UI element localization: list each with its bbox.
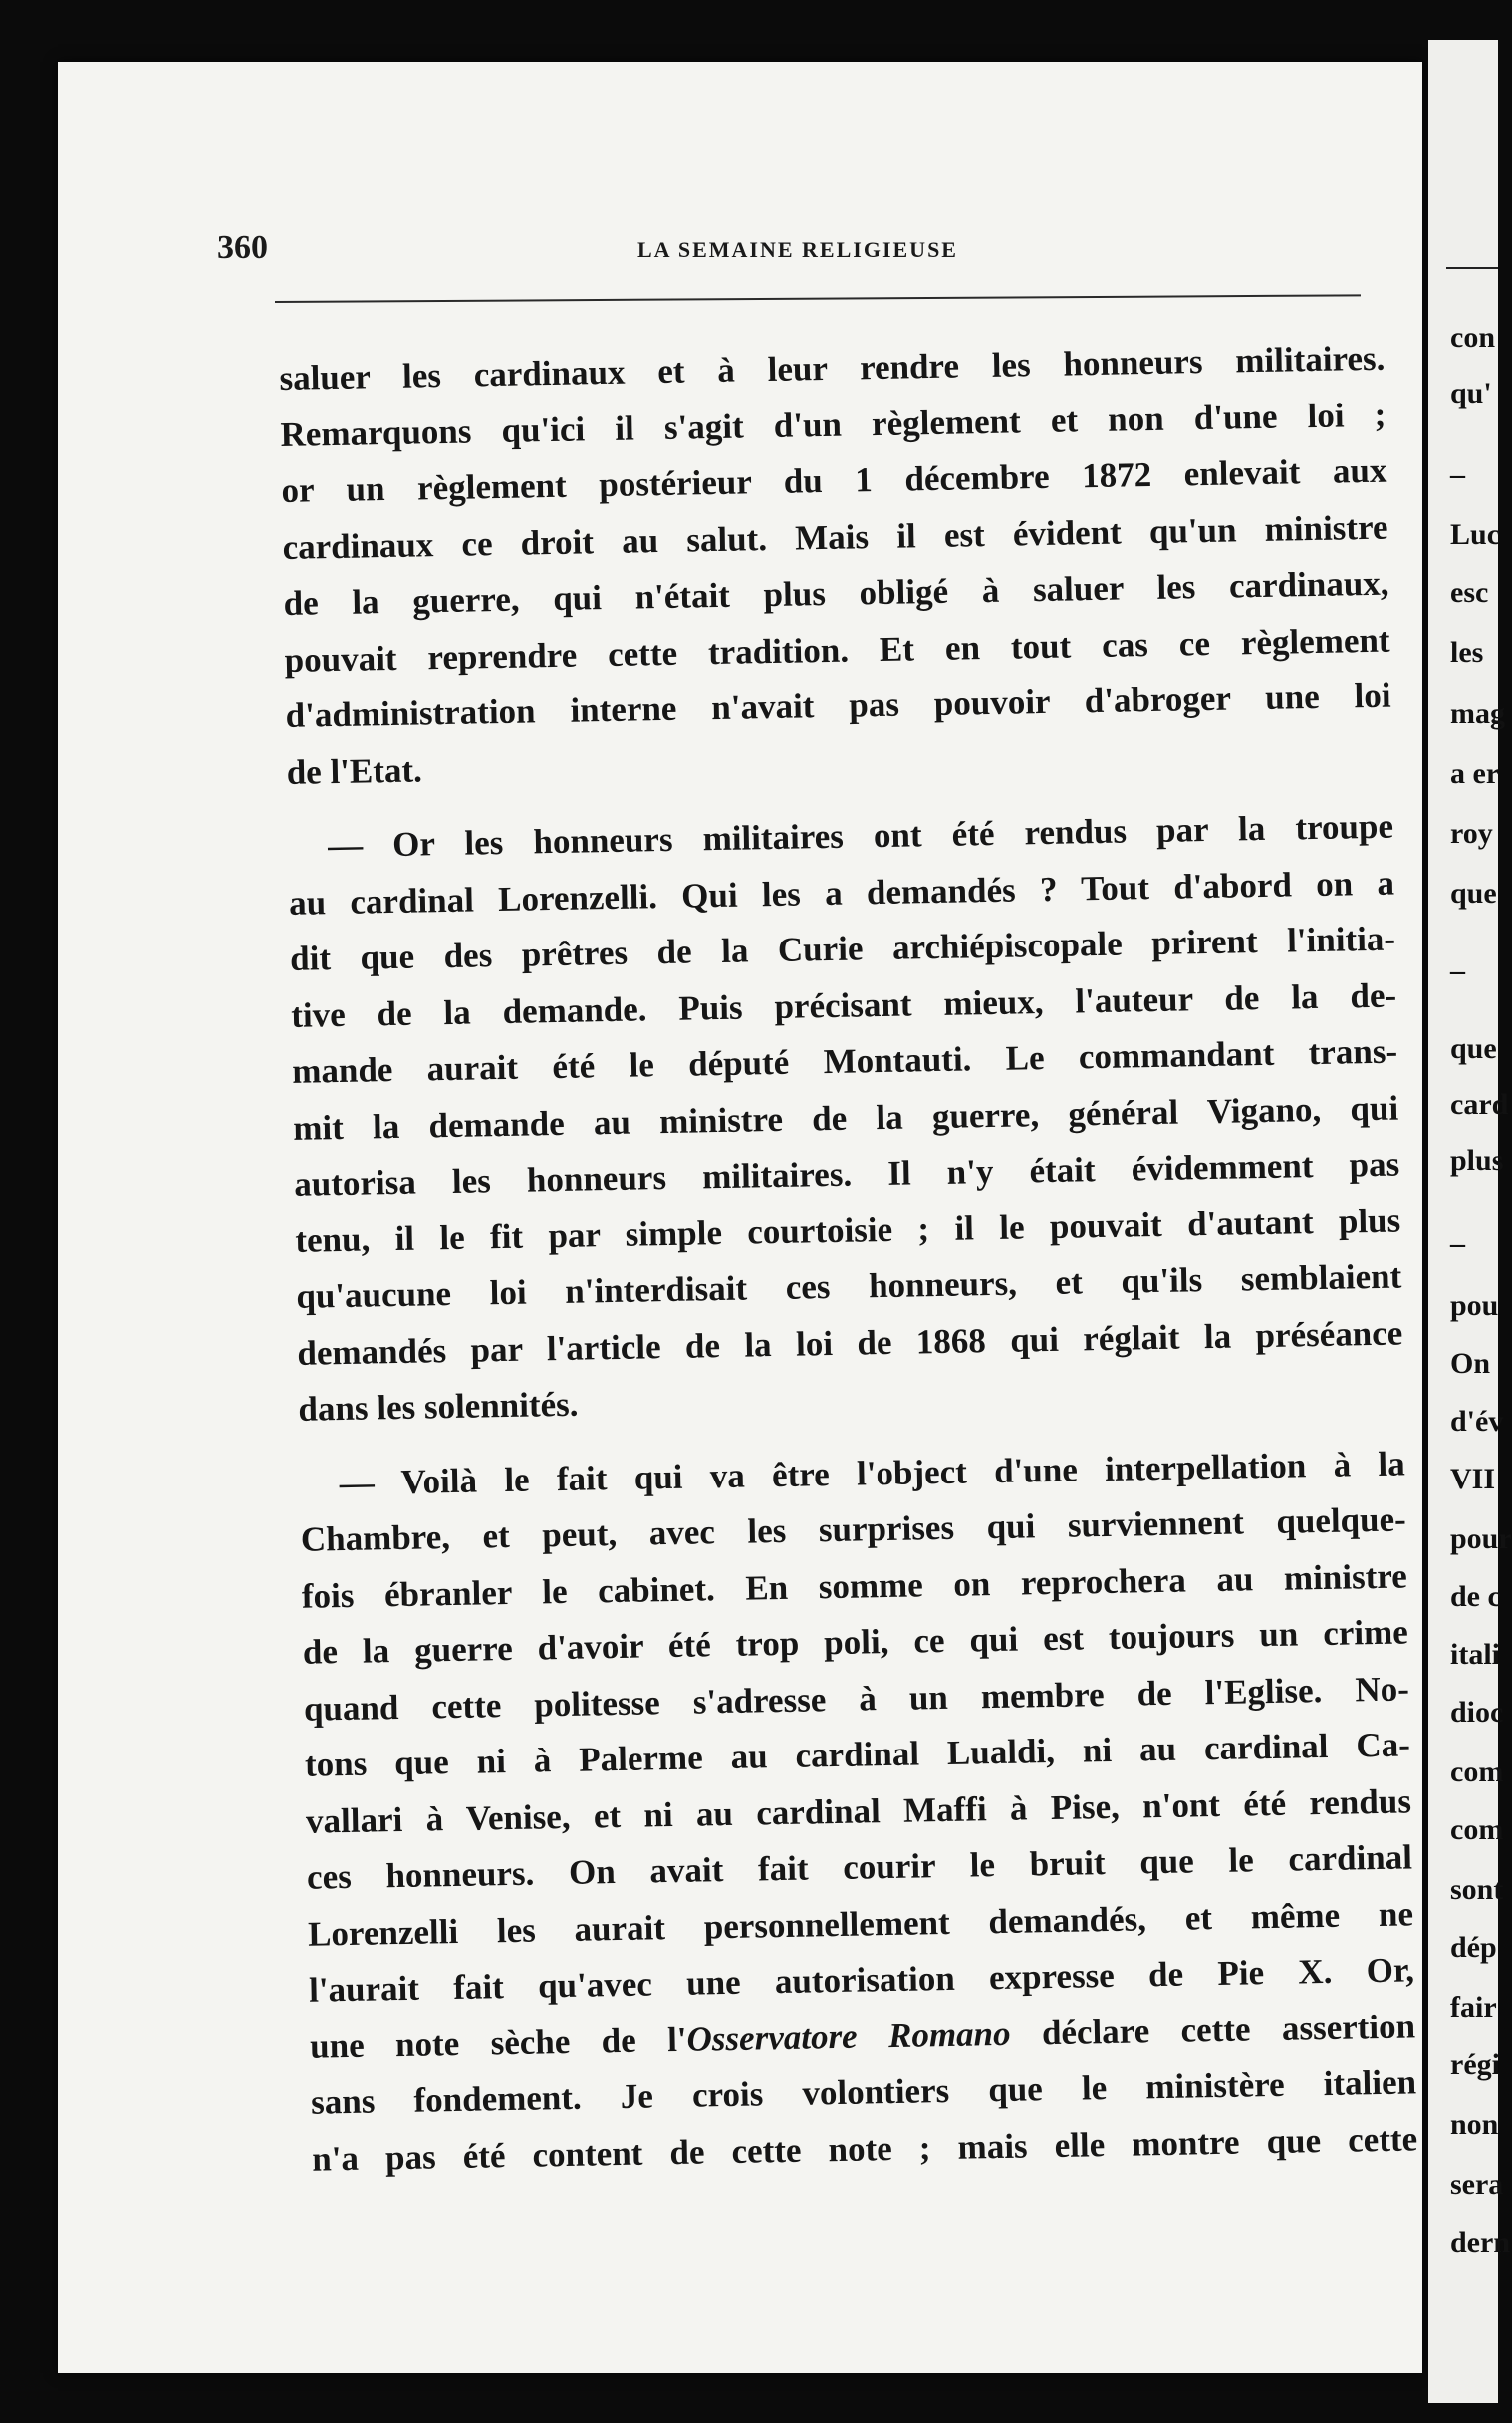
text-line: autorisa les honneurs militaires. Il n'y était évidemment pas (293, 1144, 1400, 1204)
facing-page-fragment: de c (1450, 1580, 1501, 1613)
text-line: ces honneurs. On avait fait courir le bruit que le cardinal (306, 1837, 1413, 1897)
body-text (279, 331, 1418, 2188)
text-line: saluer les cardinaux et à leur rendre les honneurs militaires. (279, 338, 1386, 398)
text-line: au cardinal Lorenzelli. Qui les a demandés ? Tout d'abord on a (288, 863, 1395, 923)
text-line: qu'aucune loi n'interdisait ces honneurs, et qu'ils semblaient (296, 1256, 1402, 1316)
facing-page-fragment: d'év (1450, 1405, 1504, 1438)
facing-page-fragment: – (1450, 1227, 1465, 1260)
text-line: Chambre, et peut, avec les surprises qui surviennent quelque- (300, 1499, 1407, 1559)
facing-page-fragment: Luc (1450, 518, 1501, 551)
facing-page-fragment: dern (1450, 2226, 1510, 2259)
facing-page-fragment: itali (1450, 1638, 1500, 1671)
facing-page-fragment: – (1450, 458, 1465, 491)
facing-page-fragment: sont (1450, 1873, 1504, 1906)
facing-page-fragment: VII (1450, 1463, 1496, 1495)
facing-page-fragment: com (1450, 1813, 1504, 1846)
facing-page-fragment: qu' (1450, 377, 1492, 409)
facing-page-fragment: a er (1450, 757, 1500, 790)
text-line: mande aurait été le député Montauti. Le commandant trans- (291, 1031, 1398, 1091)
text-line: sans fondement. Je crois volontiers que le ministère italien (310, 2062, 1417, 2122)
text-line: l'aurait fait qu'avec une autorisation expresse de Pie X. Or, (308, 1950, 1415, 2010)
facing-page-fragment: esc (1450, 576, 1489, 609)
facing-page-fragment: – (1450, 954, 1465, 987)
text-segment: une note sèche de l' (309, 2019, 687, 2066)
newspaper-title: Osservatore Romano (686, 2014, 1011, 2059)
text-line: dans les solennités. (298, 1384, 579, 1429)
text-line: or un règlement postérieur du 1 décembre 1872 enlevait aux (281, 450, 1387, 510)
facing-page-fragment: mag (1450, 697, 1505, 730)
text-line: fois ébranler le cabinet. En somme on reprochera au ministre (301, 1555, 1408, 1616)
facing-page-fragment: com (1450, 1755, 1504, 1788)
text-line: d'administration interne n'avait pas pouvoir d'abroger une loi (285, 675, 1391, 735)
text-line: de l'Etat. (286, 749, 423, 792)
facing-page-fragment: non (1450, 2108, 1499, 2141)
running-title: LA SEMAINE RELIGIEUSE (637, 237, 958, 262)
facing-page-fragment: pou (1450, 1289, 1499, 1322)
text-line: tive de la demande. Puis précisant mieux, l'auteur de la de- (290, 975, 1397, 1035)
text-line: dit que des prêtres de la Curie archiépiscopale prirent l'initia- (289, 919, 1396, 978)
text-line: Remarquons qu'ici il s'agit d'un règlement et non d'une loi ; (280, 395, 1386, 454)
facing-page-fragment: con (1450, 321, 1495, 354)
text-line: demandés par l'article de la loi de 1868 qui réglait la préséance (297, 1312, 1403, 1373)
facing-page-fragment: que (1450, 877, 1497, 910)
text-line: cardinaux ce droit au salut. Mais il est évident qu'un ministre (282, 507, 1388, 567)
facing-page-fragment: dioc (1450, 1696, 1504, 1729)
text-segment: déclare cette assertion (1010, 2006, 1416, 2053)
text-line: Lorenzelli les aurait personnellement demandés, et même ne (307, 1893, 1414, 1954)
facing-page-fragment: dép (1450, 1931, 1497, 1964)
text-line: pouvait reprendre cette tradition. Et en tout cas ce règlement (284, 620, 1390, 679)
text-line: n'a pas été content de cette note ; mais elle montre que cette (311, 2118, 1418, 2179)
facing-page-fragment: pour (1450, 1522, 1512, 1555)
text-line: — Or les honneurs militaires ont été rendus par la troupe (327, 806, 1394, 866)
facing-page-fragment: On (1450, 1347, 1491, 1380)
facing-page-fragment: plus (1450, 1144, 1504, 1177)
facing-page-rule (1446, 267, 1498, 269)
facing-page-fragment: card (1450, 1088, 1509, 1121)
text-line: de la guerre, qui n'était plus obligé à saluer les cardinaux, (283, 563, 1389, 623)
facing-page-fragment: régi (1450, 2048, 1500, 2081)
facing-page (1428, 40, 1512, 2403)
facing-page-fragment: roy (1450, 817, 1493, 850)
text-line: — Voilà le fait qui va être l'object d'une interpellation à la (339, 1443, 1406, 1502)
facing-page-fragment: sera (1450, 2168, 1504, 2201)
text-line: quand cette politesse s'adresse à un membre de l'Eglise. No- (303, 1668, 1410, 1729)
text-line: tenu, il le fit par simple courtoisie ; il le pouvait d'autant plus (295, 1201, 1401, 1260)
text-line: de la guerre d'avoir été trop poli, ce qui est toujours un crime (302, 1612, 1409, 1672)
page-number: 360 (217, 229, 268, 266)
text-line: tons que ni à Palerme au cardinal Lualdi, ni au cardinal Ca- (304, 1725, 1411, 1784)
facing-page-fragment: que (1450, 1032, 1497, 1065)
text-line: mit la demande au ministre de la guerre, général Vigano, qui (292, 1088, 1399, 1148)
text-line: vallari à Venise, et ni au cardinal Maffi à Pise, n'ont été rendus (305, 1780, 1412, 1841)
facing-page-fragment: les (1450, 636, 1484, 669)
facing-page-fragment: fair (1450, 1991, 1497, 2023)
